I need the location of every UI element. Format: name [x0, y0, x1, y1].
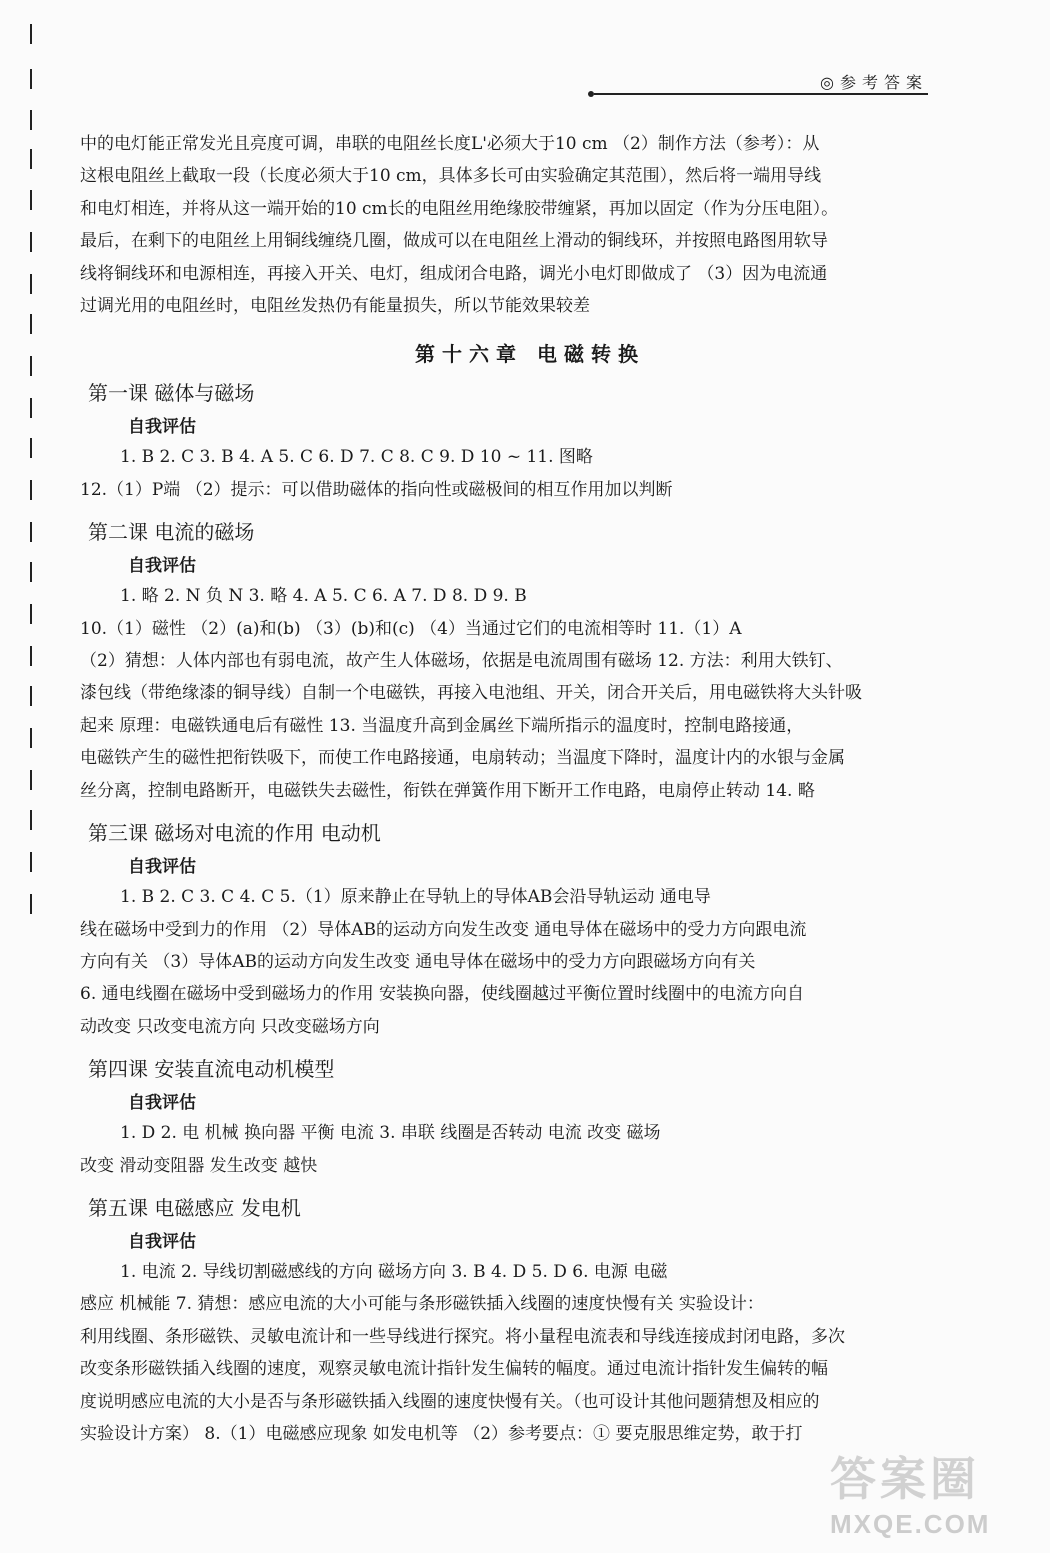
lesson-title: 第三课 磁场对电流的作用 电动机: [88, 821, 381, 846]
text-line: 6. 通电线圈在磁场中受到磁场力的作用 安装换向器，使线圈越过平衡位置时线圈中的电流方向自: [80, 984, 805, 1005]
text-line: 感应 机械能 7. 猜想：感应电流的大小可能与条形磁铁插入线圈的速度快慢有关 实验设计：: [80, 1294, 764, 1315]
page-content: [80, 128, 940, 1450]
lesson-2: [80, 516, 940, 807]
text-line: （2）猜想：人体内部也有弱电流，故产生人体磁场，依据是电流周围有磁场 12. 方法：利用大铁钉、: [80, 651, 843, 672]
text-line: 利用线圈、条形磁铁、灵敏电流计和一些导线进行探究。将小量程电流表和导线连接成封闭电路，多次: [80, 1326, 845, 1347]
section-heading: 自我评估: [128, 556, 196, 577]
text-line: 1. B 2. C 3. B 4. A 5. C 6. D 7. C 8. C 9. D 10 ~ 11. 图略: [120, 447, 593, 468]
watermark-logo: [830, 1443, 1020, 1543]
text-line: 起来 原理：电磁铁通电后有磁性 13. 当温度升高到金属丝下端所指示的温度时，控制电路接通，: [80, 715, 804, 736]
header-rule: [594, 93, 928, 95]
section-heading: 自我评估: [128, 1231, 196, 1252]
lesson-3: [80, 817, 940, 1043]
lesson-title: 第一课 磁体与磁场: [88, 381, 255, 406]
text-line: 改变 滑动变阻器 发生改变 越快: [80, 1155, 318, 1176]
text-line: 10.（1）磁性 （2）(a)和(b) （3）(b)和(c) （4）当通过它们的电流相等时 11.（1）A: [80, 618, 742, 639]
text-line: 1. B 2. C 3. C 4. C 5.（1）原来静止在导轨上的导体AB会沿导轨运动 通电导: [120, 887, 711, 908]
text-line: 动改变 只改变电流方向 只改变磁场方向: [80, 1016, 380, 1037]
text-line: 漆包线（带绝缘漆的铜导线）自制一个电磁铁，再接入电池组、开关，闭合开关后，用电磁铁将大头针吸: [80, 683, 862, 704]
chapter-title: 第十六章 电磁转换: [415, 342, 645, 367]
lesson-title: 第四课 安装直流电动机模型: [88, 1057, 335, 1082]
text-line: 改变条形磁铁插入线圈的速度，观察灵敏电流计指针发生偏转的幅度。通过电流计指针发生偏转的幅: [80, 1359, 828, 1380]
lesson-4: [80, 1053, 940, 1182]
lesson-5: [80, 1192, 940, 1450]
watermark-url: MXQE.COM: [830, 1509, 991, 1539]
text-line: 方向有关 （3）导体AB的运动方向发生改变 通电导体在磁场中的受力方向跟磁场方向有关: [80, 951, 756, 972]
text-line: 实验设计方案） 8.（1）电磁感应现象 如发电机等 （2）参考要点：① 要克服思维定势，敢于打: [80, 1423, 803, 1444]
text-line: 度说明感应电流的大小是否与条形磁铁插入线圈的速度快慢有关。（也可设计其他问题猜想及相应的: [80, 1391, 820, 1412]
text-line: 这根电阻丝上截取一段（长度必须大于10 cm，具体多长可由实验确定其范围），然后将一端用导线: [80, 166, 822, 187]
text-line: 1. 电流 2. 导线切割磁感线的方向 磁场方向 3. B 4. D 5. D 6. 电源 电磁: [120, 1261, 668, 1282]
text-line: 线将铜线环和电源相连，再接入开关、电灯，组成闭合电路，调光小电灯即做成了 （3）因为电流通: [80, 263, 828, 284]
text-line: 1. 略 2. N 负 N 3. 略 4. A 5. C 6. A 7. D 8. D 9. B: [120, 586, 527, 607]
section-heading: 自我评估: [128, 1093, 196, 1114]
intro-paragraph: [80, 128, 940, 322]
text-line: 线在磁场中受到力的作用 （2）导体AB的运动方向发生改变 通电导体在磁场中的受力方向跟电流: [80, 919, 807, 940]
binding-margin-marks: [30, 14, 36, 1434]
text-line: 和电灯相连，并将从这一端开始的10 cm长的电阻丝用绝缘胶带缠紧，再加以固定（作为分压电阻）。: [80, 198, 839, 219]
text-line: 12.（1）P端 （2）提示：可以借助磁体的指向性或磁极间的相互作用加以判断: [80, 479, 673, 500]
text-line: 电磁铁产生的磁性把衔铁吸下，而使工作电路接通，电扇转动；当温度下降时，温度计内的水银与金属: [80, 748, 845, 769]
section-heading: 自我评估: [128, 417, 196, 438]
running-header: ◎参考答案: [820, 73, 928, 92]
lesson-1: [80, 377, 940, 506]
text-line: 丝分离，控制电路断开，电磁铁失去磁性，衔铁在弹簧作用下断开工作电路，电扇停止转动 14. 略: [80, 780, 815, 801]
watermark-title: 答案圈: [830, 1452, 980, 1506]
text-line: 过调光用的电阻丝时，电阻丝发热仍有能量损失，所以节能效果较差: [80, 296, 590, 317]
section-heading: 自我评估: [128, 857, 196, 878]
lesson-title: 第五课 电磁感应 发电机: [88, 1195, 301, 1220]
lesson-title: 第二课 电流的磁场: [88, 520, 255, 545]
text-line: 中的电灯能正常发光且亮度可调，串联的电阻丝长度L'必须大于10 cm （2）制作方法（参考）：从: [80, 134, 820, 154]
text-line: 1. D 2. 电 机械 换向器 平衡 电流 3. 串联 线圈是否转动 电流 改变 磁场: [120, 1123, 661, 1144]
text-line: 最后，在剩下的电阻丝上用铜线缠绕几圈，做成可以在电阻丝上滑动的铜线环，并按照电路图用软导: [80, 231, 828, 252]
